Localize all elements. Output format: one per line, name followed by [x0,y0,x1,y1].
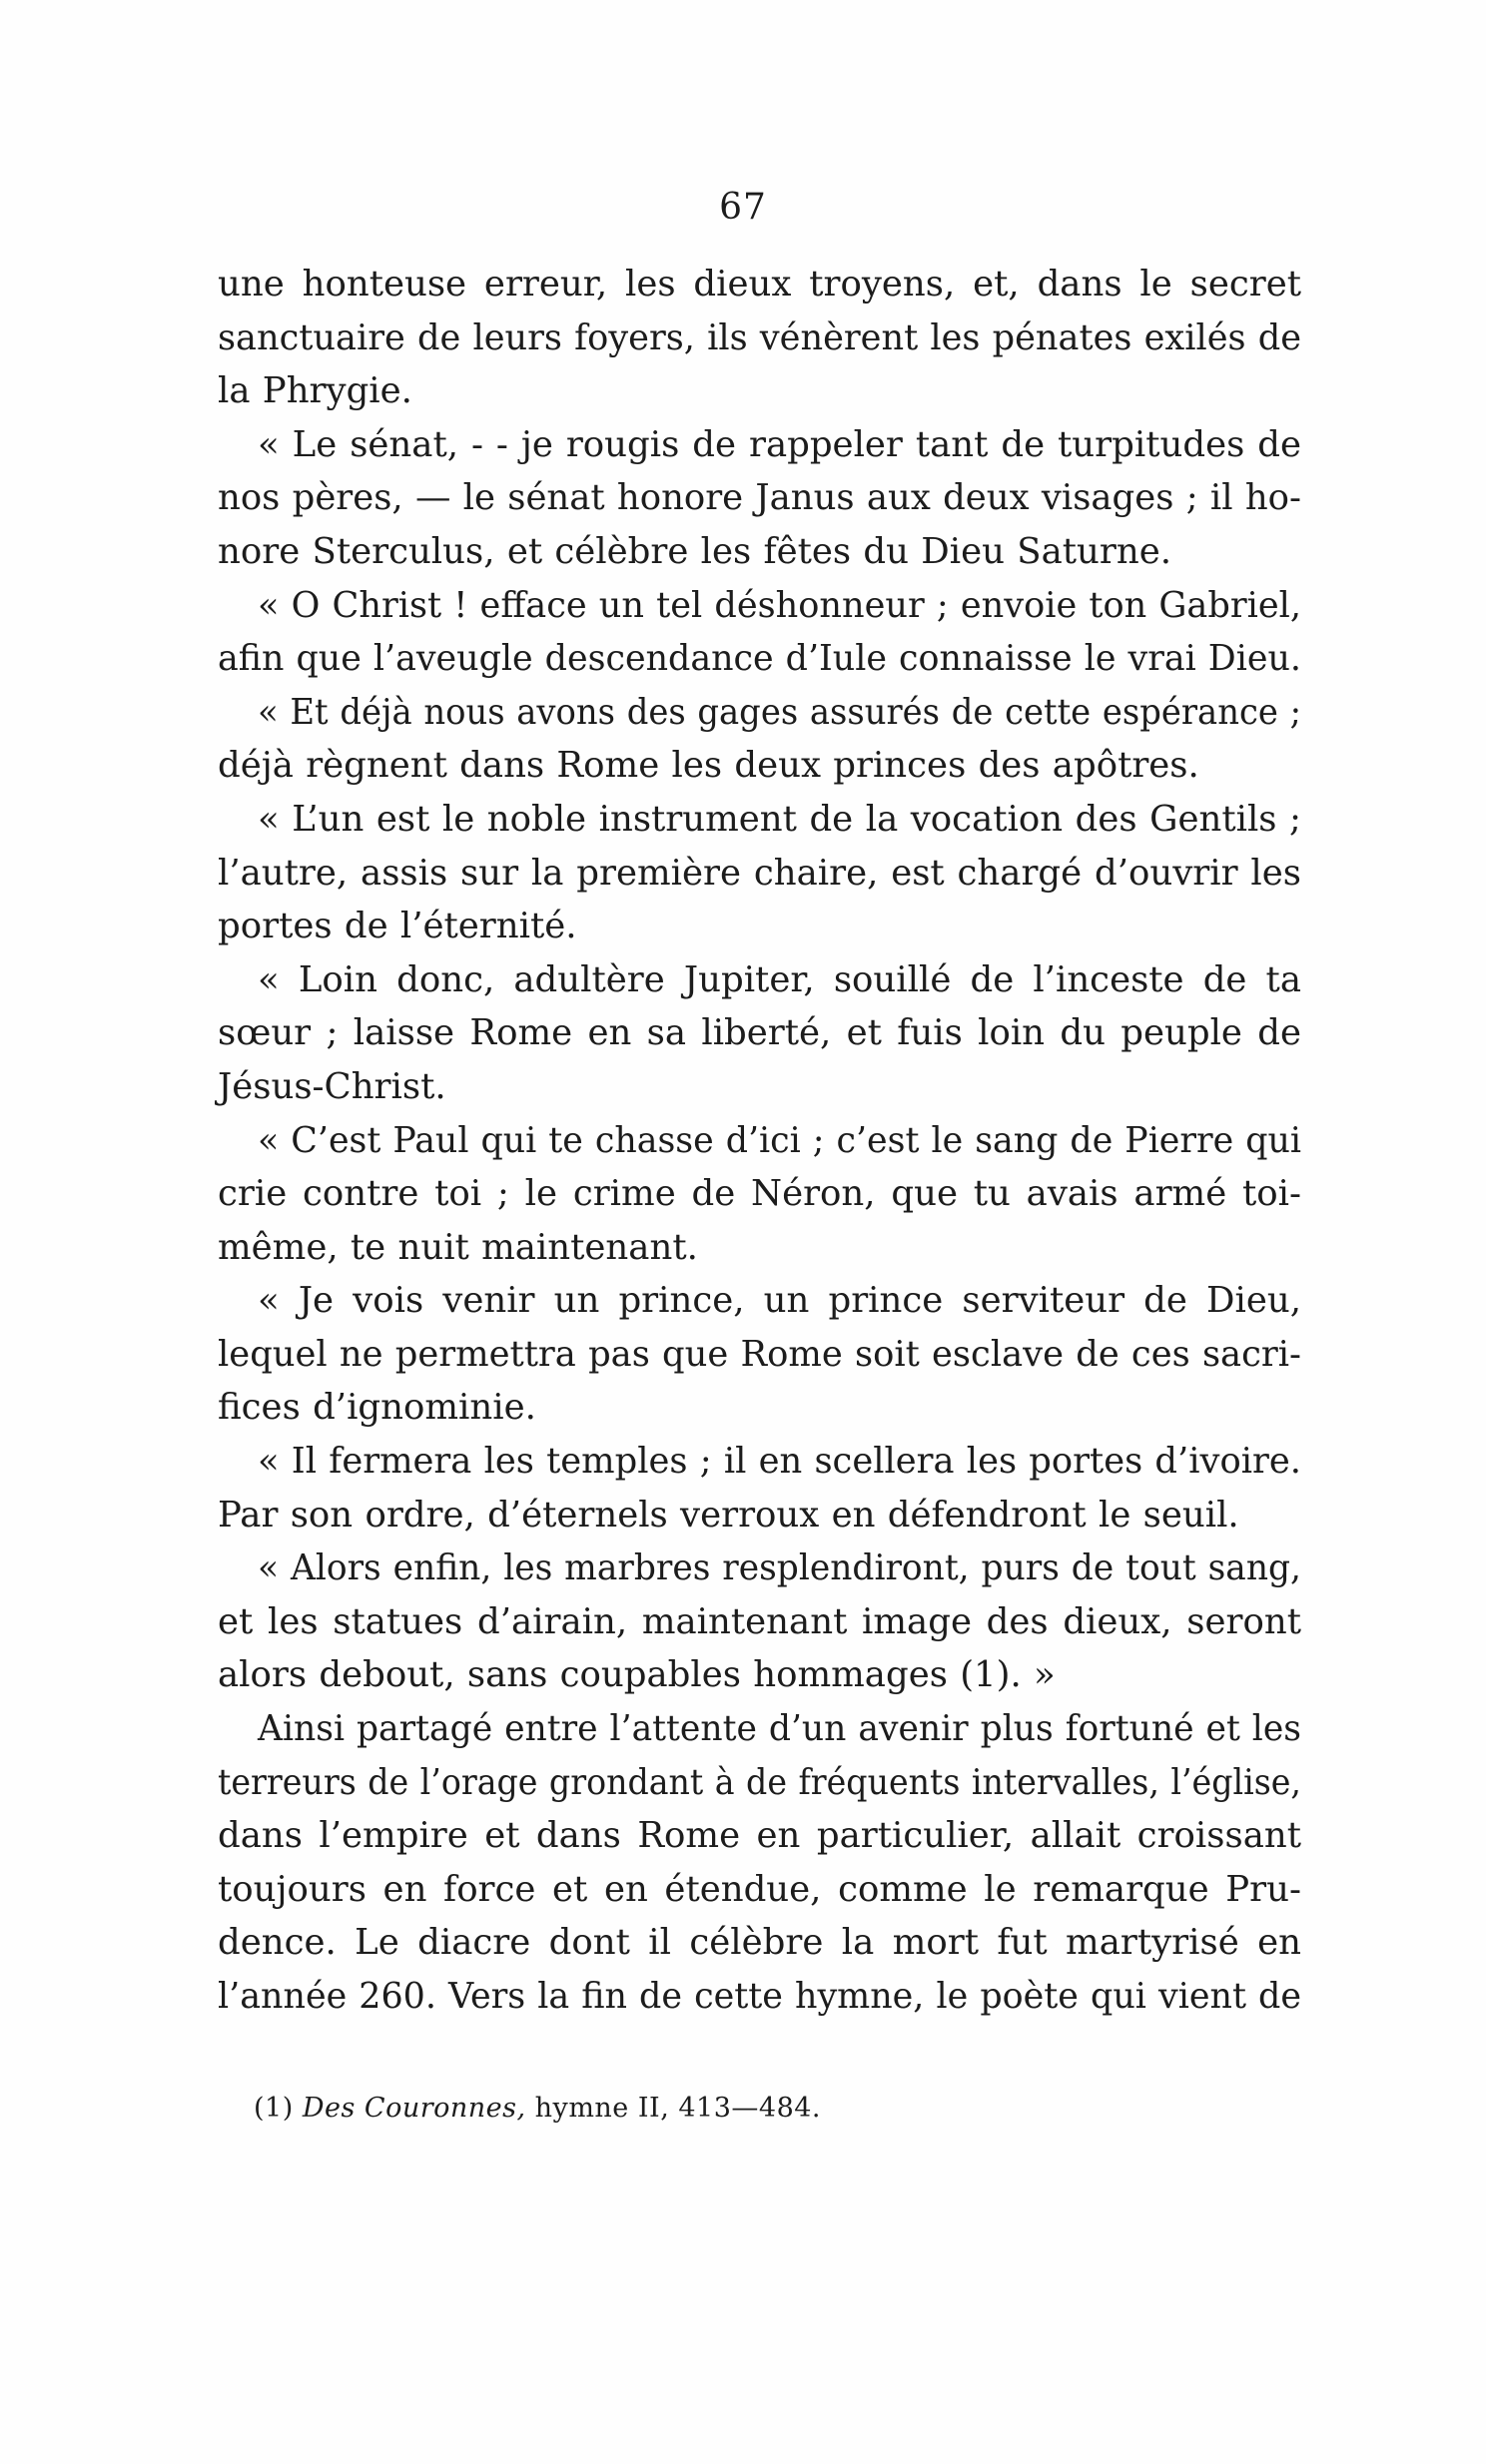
text-line [218,258,1301,311]
text-line-content: même, te nuit maintenant. [218,1226,698,1268]
text-line [218,364,1301,418]
footnote-marker: (1) [254,2093,294,2124]
text-line-content: toujours en force et en étendue, comme le remarque Pru- [218,1868,1301,1910]
text-line [218,632,1301,686]
text-line [218,1489,1301,1542]
text-line [218,686,1301,740]
text-line [218,1221,1301,1275]
text-line-content: la Phrygie. [218,370,412,412]
text-line-content: l’année 260. Vers la fin de cette hymne, le poète qui vient de [218,1976,1301,2017]
text-line-content: nore Sterculus, et célèbre les fêtes du Dieu Saturne. [218,530,1171,572]
text-line [218,1756,1301,1810]
footnote-reference: hymne II, 413—484. [534,2093,822,2124]
text-line-content: dence. Le diacre dont il célèbre la mort fut martyrisé en [218,1922,1301,1964]
text-line-content: « Alors enfin, les marbres resplendiront, purs de tout sang, [258,1547,1301,1589]
text-line-content: Par son ordre, d’éternels verroux en défendront le seuil. [218,1494,1239,1536]
text-line [218,1809,1301,1863]
text-line [218,1274,1301,1328]
text-line-content: une honteuse erreur, les dieux troyens, et, dans le secret [218,264,1301,305]
text-line-content: sœur ; laisse Rome en sa liberté, et fuis loin du peuple de [218,1012,1301,1054]
text-line [218,1648,1301,1702]
text-line-content: déjà règnent dans Rome les deux princes des apôtres. [218,745,1199,787]
text-line-content: Ainsi partagé entre l’attente d’un avenir plus fortuné et les [258,1708,1301,1750]
text-line [218,1970,1301,2024]
text-line-content: portes de l’éternité. [218,906,577,947]
text-line-content: « Le sénat, - - je rougis de rappeler tant de turpitudes de [258,423,1301,465]
page-number: 67 [719,187,767,228]
text-line-content: « Et déjà nous avons des gages assurés de cette espérance ; [258,691,1301,733]
text-line [218,1541,1301,1595]
text-line [218,900,1301,953]
text-line-content: fices d’ignominie. [218,1387,536,1429]
text-line-content: terreurs de l’orage grondant à de fréquents intervalles, l’église, [218,1761,1301,1803]
text-line [218,1381,1301,1435]
text-line [218,311,1301,365]
text-line [218,471,1301,525]
text-line [218,953,1301,1007]
text-line-content: dans l’empire et dans Rome en particulier, allait croissant [218,1815,1301,1857]
text-line-content: alors debout, sans coupables hommages (1). » [218,1654,1056,1696]
text-line [218,579,1301,633]
text-line [218,1702,1301,1756]
text-line-content: Jésus-Christ. [218,1065,446,1107]
text-line [218,1435,1301,1489]
text-line-content: sanctuaire de leurs foyers, ils vénèrent les pénates exilés de [218,316,1301,358]
text-line-content: afin que l’aveugle descendance d’Iule connaisse le vrai Dieu. [218,638,1301,680]
text-line-content: « Je vois venir un prince, un prince serviteur de Dieu, [258,1280,1301,1322]
text-line [218,1167,1301,1221]
text-line-content: « Il fermera les temples ; il en scellera les portes d’ivoire. [258,1441,1301,1483]
footnote-title: Des Couronnes, [302,2093,526,2124]
text-line [218,1328,1301,1382]
text-line-content: l’autre, assis sur la première chaire, est chargé d’ouvrir les [218,852,1301,894]
text-line [218,793,1301,847]
text-line [218,1060,1301,1114]
text-line [218,1916,1301,1970]
body-text [218,258,1301,2024]
text-line-content: « C’est Paul qui te chasse d’ici ; c’est le sang de Pierre qui [258,1119,1301,1161]
text-line [218,418,1301,472]
text-line [218,1006,1301,1060]
text-line [218,1595,1301,1649]
footnote [254,2091,821,2127]
text-line-content: et les statues d’airain, maintenant image des dieux, seront [218,1600,1301,1642]
text-line [218,525,1301,579]
text-line-content: nos pères, — le sénat honore Janus aux deux visages ; il ho- [218,477,1301,519]
text-line-content: crie contre toi ; le crime de Néron, que tu avais armé toi- [218,1173,1301,1215]
text-line [218,1863,1301,1917]
text-line [218,1114,1301,1168]
text-line-content: « L’un est le noble instrument de la vocation des Gentils ; [258,798,1301,840]
text-line-content: lequel ne permettra pas que Rome soit esclave de ces sacri- [218,1333,1301,1375]
text-line-content: « Loin donc, adultère Jupiter, souillé de l’inceste de ta [258,958,1301,1000]
text-line-content: « O Christ ! efface un tel déshonneur ; envoie ton Gabriel, [258,584,1301,626]
text-line [218,847,1301,901]
text-line [218,739,1301,793]
